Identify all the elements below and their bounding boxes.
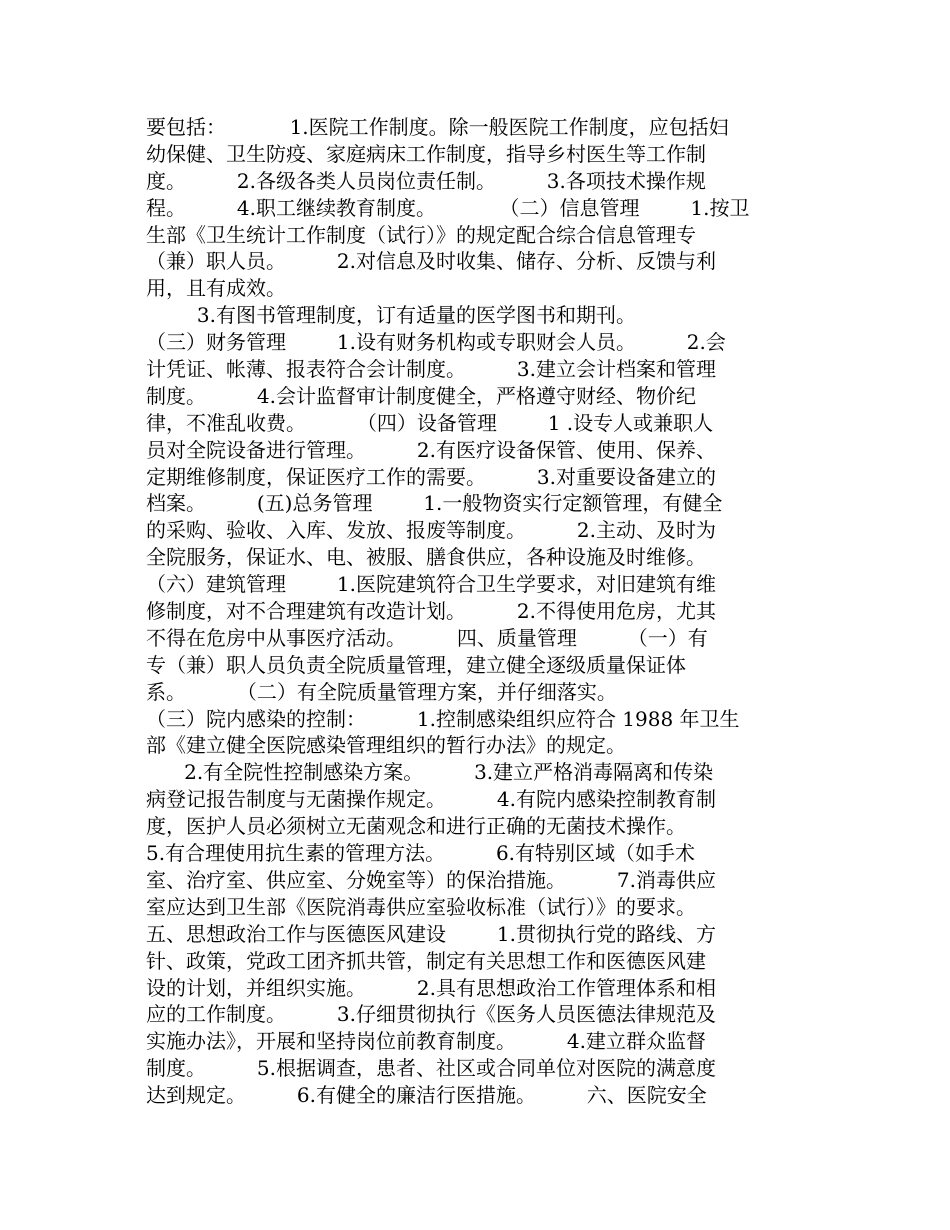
text-line: 实施办法》，开展和坚持岗位前教育制度。 4.建立群众监督 [146, 1029, 706, 1054]
text-line: 程。 4.职工继续教育制度。 （二）信息管理 1.按卫 [146, 195, 750, 220]
text-line: 应的工作制度。 3.仔细贯彻执行《医务人员医德法律规范及 [146, 1002, 716, 1027]
text-line: 全院服务，保证水、电、被服、膳食供应，各种设施及时维修。 [146, 545, 706, 570]
text-line: 员对全院设备进行管理。 2.有医疗设备保管、使用、保养、 [146, 437, 716, 462]
text-line: 度。 2.各级各类人员岗位责任制。 3.各项技术操作规 [146, 168, 706, 193]
text-line: 部《建立健全医院感染管理组织的暂行办法》的规定。 [146, 733, 626, 758]
body-text [146, 114, 816, 1109]
text-line: 制度。 5.根据调查，患者、社区或合同单位对医院的满意度 [146, 1056, 716, 1081]
text-line: 系。 （二）有全院质量管理方案，并仔细落实。 [146, 679, 617, 704]
text-line: 用，且有成效。 [146, 276, 286, 301]
text-line: 档案。 (五)总务管理 1.一般物资实行定额管理，有健全 [146, 491, 723, 516]
text-line: （三）院内感染的控制： 1.控制感染组织应符合 1988 年卫生 [146, 706, 740, 731]
text-line: 生部《卫生统计工作制度（试行）》的规定配合综合信息管理专 [146, 222, 696, 247]
text-line: 达到规定。 6.有健全的廉洁行医措施。 六、医院安全 [146, 1083, 707, 1108]
text-line: 要包括： 1.医院工作制度。除一般医院工作制度，应包括妇 [146, 115, 729, 139]
text-line: 设的计划，并组织实施。 2.具有思想政治工作管理体系和相 [146, 975, 716, 1000]
text-line: 度，医护人员必须树立无菌观念和进行正确的无菌技术操作。 [146, 814, 686, 839]
text-line: 室应达到卫生部《医院消毒供应室验收标准（试行）》的要求。 [146, 894, 696, 919]
text-line: 2.有全院性控制感染方案。 3.建立严格消毒隔离和传染 [146, 760, 714, 785]
text-line: 律，不准乱收费。 （四）设备管理 1 .设专人或兼职人 [146, 410, 714, 435]
text-line: 制度。 4.会计监督审计制度健全，严格遵守财经、物价纪 [146, 383, 696, 408]
text-line: 五、思想政治工作与医德医风建设 1.贯彻执行党的路线、方 [146, 921, 716, 946]
text-line: 室、治疗室、供应室、分娩室等）的保治措施。 7.消毒供应 [146, 867, 716, 892]
text-line: 3.有图书管理制度，订有适量的医学图书和期刊。 [146, 303, 636, 328]
text-line: 5.有合理使用抗生素的管理方法。 6.有特别区域（如手术 [146, 841, 696, 866]
text-line: 不得在危房中从事医疗活动。 四、质量管理 （一）有 [146, 625, 708, 650]
text-line: 幼保健、卫生防疫、家庭病床工作制度，指导乡村医生等工作制 [146, 141, 706, 166]
text-line: （六）建筑管理 1.医院建筑符合卫生学要求，对旧建筑有维 [146, 572, 716, 597]
text-line: 的采购、验收、入库、发放、报废等制度。 2.主动、及时为 [146, 518, 716, 543]
text-line: 针、政策，党政工团齐抓共管，制定有关思想工作和医德医风建 [146, 948, 706, 973]
text-line: 病登记报告制度与无菌操作规定。 4.有院内感染控制教育制 [146, 787, 716, 812]
text-line: （兼）职人员。 2.对信息及时收集、储存、分析、反馈与利 [146, 249, 716, 274]
text-line: 计凭证、帐薄、报表符合会计制度。 3.建立会计档案和管理 [146, 357, 716, 382]
text-line: （三）财务管理 1.设有财务机构或专职财会人员。 2.会 [146, 330, 726, 355]
text-line: 专（兼）职人员负责全院质量管理，建立健全逐级质量保证体 [146, 652, 686, 677]
text-line: 定期维修制度，保证医疗工作的需要。 3.对重要设备建立的 [146, 464, 716, 489]
text-line: 修制度，对不合理建筑有改造计划。 2.不得使用危房，尤其 [146, 599, 716, 624]
